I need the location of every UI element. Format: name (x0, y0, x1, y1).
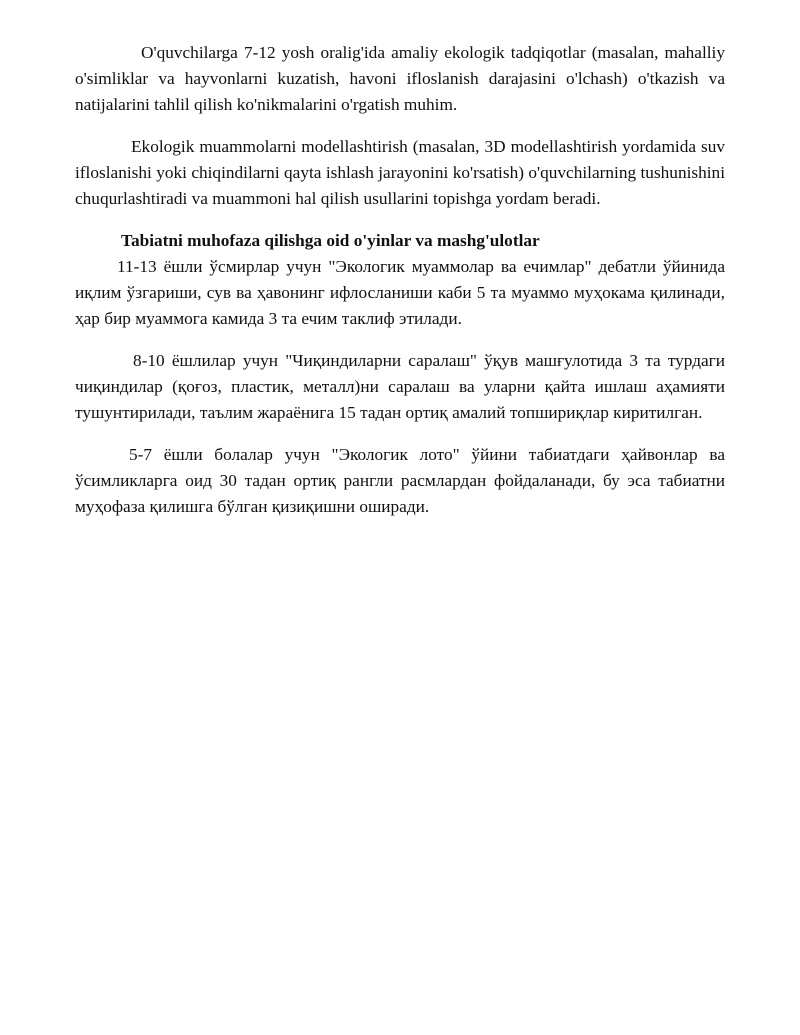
paragraph-waste-sorting: 8-10 ёшлилар учун "Чиқиндиларни саралаш" ўқув машғулотида 3 та турдаги чиқиндилар (қоғоз, пластик, металл)ни саралаш ва уларни қайта ишлаш аҳамияти тушунтирилади, таълим жараёнига 15 тадан ортиқ амалий топшириқлар киритилган. (75, 351, 725, 422)
paragraph-debate-game: 11-13 ёшли ўсмирлар учун "Экологик муаммолар ва ечимлар" дебатли ўйинида иқлим ўзгариши, сув ва ҳавонинг ифлосланиши каби 5 та муаммо муҳокама қилинади, ҳар бир муаммога камида 3 та ечим таклиф этилади. (75, 257, 725, 328)
paragraph-modeling: Ekologik muammolarni modellashtirish (masalan, 3D modellashtirish yordamida suv ifloslanishi yoki chiqindilarni qayta ishlash jarayonini ko'rsatish) o'quvchilarning tushunishini chuqurlashtiradi va muammoni hal qilish usullarini topishga yordam beradi. (75, 137, 725, 208)
section-heading: Tabiatni muhofaza qilishga oid o'yinlar va mashg'ulotlar (121, 231, 540, 250)
paragraph-research-skills: O'quvchilarga 7-12 yosh oralig'ida amaliy ekologik tadqiqotlar (masalan, mahalliy o'simliklar va hayvonlarni kuzatish, havoni ifloslanish darajasini o'lchash) o'tkazish va natijalarini tahlil qilish ko'nikmalarini o'rgatish muhim. (75, 43, 725, 114)
paragraph-eco-lotto: 5-7 ёшли болалар учун "Экологик лото" ўйини табиатдаги ҳайвонлар ва ўсимликларга оид 30 тадан ортиқ рангли расмлардан фойдаланади, бу эса табиатни муҳофаза қилишга бўлган қизиқишни оширади. (75, 445, 725, 516)
document-page (75, 40, 725, 520)
